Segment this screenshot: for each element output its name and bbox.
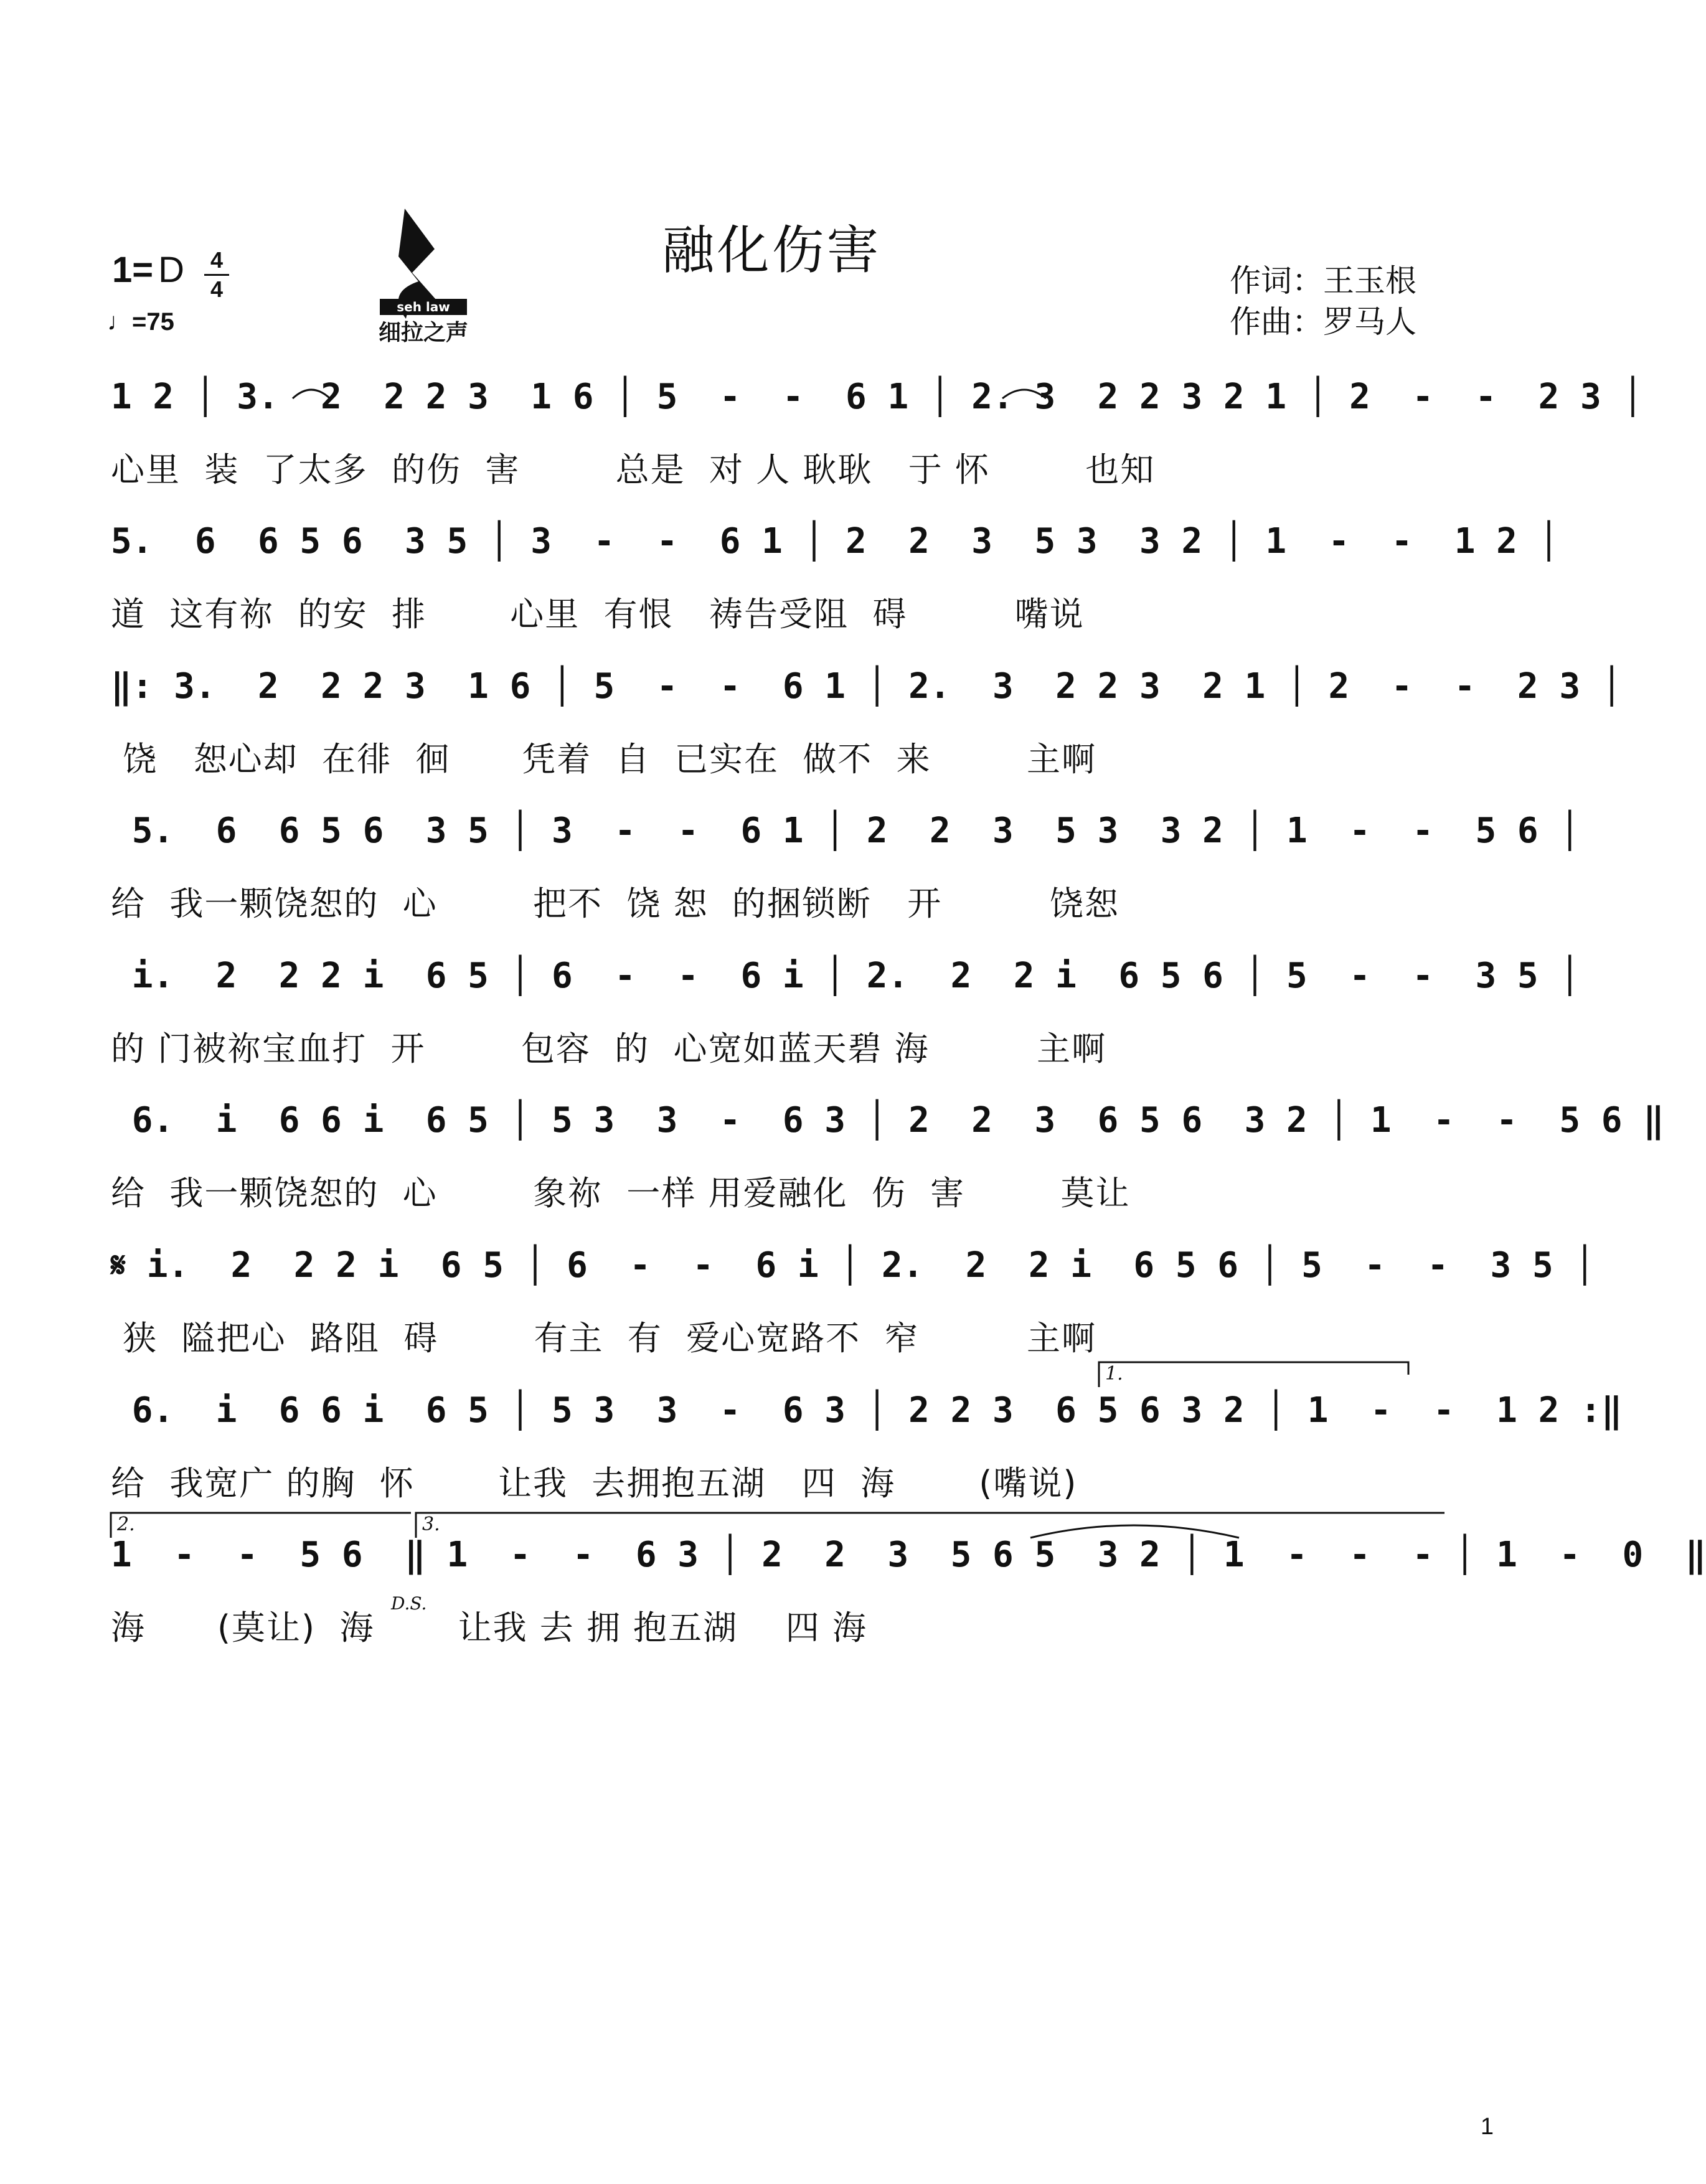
- notation-row-9: 1 - - 5 6 ‖ 1 - - 6 3 │ 2 2 3 5 6 5 3 2 │ 1 - - - │ 1 - 0 ‖: [111, 1535, 1706, 1575]
- lyrics-row-4: 给 我一颗饶恕的 心 把不 饶 恕 的捆锁断 开 饶恕: [111, 884, 1119, 923]
- key-label: 1=: [112, 250, 154, 290]
- lyrics-row-6: 给 我一颗饶恕的 心 象祢 一样 用爱融化 伤 害 莫让: [111, 1174, 1131, 1213]
- notation-row-7: 𝄋 i. 2 2 2 i 6 5 │ 6 - - 6 i │ 2. 2 2 i 6 5 6 │ 5 - - 3 5 │: [111, 1245, 1596, 1286]
- lyrics-row-1: 心里 装 了太多 的伤 害 总是 对 人 耿耿 于 怀 也知: [111, 450, 1156, 489]
- notation-row-4: 5. 6 6 5 6 3 5 │ 3 - - 6 1 │ 2 2 3 5 3 3 2 │ 1 - - 5 6 │: [111, 811, 1581, 851]
- first-ending-bracket: [1099, 1362, 1408, 1387]
- notation-row-6: 6. i 6 6 i 6 5 │ 5 3 3 - 6 3 │ 2 2 3 6 5 6 3 2 │ 1 - - 5 6 ‖: [111, 1100, 1664, 1141]
- lyrics-row-2: 道 这有祢 的安 排 心里 有恨 祷告受阻 碍 嘴说: [111, 595, 1085, 634]
- logo-chinese-text: 细拉之声: [378, 319, 469, 346]
- lyrics-row-5: 的 门被祢宝血打 开 包容 的 心宽如蓝天碧 海 主啊: [111, 1029, 1107, 1068]
- lyrics-row-3: 饶 恕心却 在徘 徊 凭着 自 已实在 做不 来 主啊: [111, 740, 1096, 779]
- time-sig-bottom: 4: [210, 276, 224, 302]
- tie-mark: [1002, 390, 1046, 398]
- lyricist-credit: 作词：王玉根: [1230, 263, 1416, 299]
- key-note: D: [158, 250, 185, 290]
- tie-mark: [293, 390, 330, 398]
- composer-credit: 作曲：罗马人: [1230, 304, 1416, 340]
- second-ending-label: 2.: [117, 1513, 135, 1535]
- notation-row-1: 1 2 │ 3. 2 2 2 3 1 6 │ 5 - - 6 1 │ 2. 3 2 2 3 2 1 │ 2 - - 2 3 │: [111, 377, 1644, 417]
- notation-row-8: 6. i 6 6 i 6 5 │ 5 3 3 - 6 3 │ 2 2 3 6 5 6 3 2 │ 1 - - 1 2 :‖: [111, 1390, 1623, 1431]
- third-ending-label: 3.: [422, 1513, 440, 1535]
- tie-mark: [1030, 1525, 1239, 1538]
- lyrics-row-9: 海 (莫让) 海 让我 去 拥 抱五湖 四 海: [111, 1608, 867, 1647]
- time-sig-top: 4: [210, 247, 224, 273]
- tempo-marking: ♩=75: [107, 308, 174, 336]
- third-ending-bracket: [416, 1513, 1444, 1538]
- notation-row-3: ‖: 3. 2 2 2 3 1 6 │ 5 - - 6 1 │ 2. 3 2 2 3 2 1 │ 2 - - 2 3 │: [111, 666, 1623, 707]
- page-number: 1: [1480, 2114, 1494, 2140]
- notation-row-2: 5. 6 6 5 6 3 5 │ 3 - - 6 1 │ 2 2 3 5 3 3 2 │ 1 - - 1 2 │: [111, 521, 1560, 562]
- notation-row-5: i. 2 2 2 i 6 5 │ 6 - - 6 i │ 2. 2 2 i 6 5 6 │ 5 - - 3 5 │: [111, 956, 1581, 996]
- first-ending-label: 1.: [1105, 1363, 1123, 1385]
- lyrics-row-8: 给 我宽广 的胸 怀 让我 去拥抱五湖 四 海 (嘴说): [111, 1464, 1078, 1503]
- second-ending-bracket: [111, 1513, 411, 1538]
- song-title: 融化伤害: [662, 220, 882, 281]
- logo-latin-text: seh law: [397, 299, 450, 314]
- ds-marking: D.S.: [391, 1593, 427, 1614]
- lyrics-row-7: 狭 隘把心 路阻 碍 有主 有 爱心宽路不 窄 主啊: [111, 1319, 1096, 1358]
